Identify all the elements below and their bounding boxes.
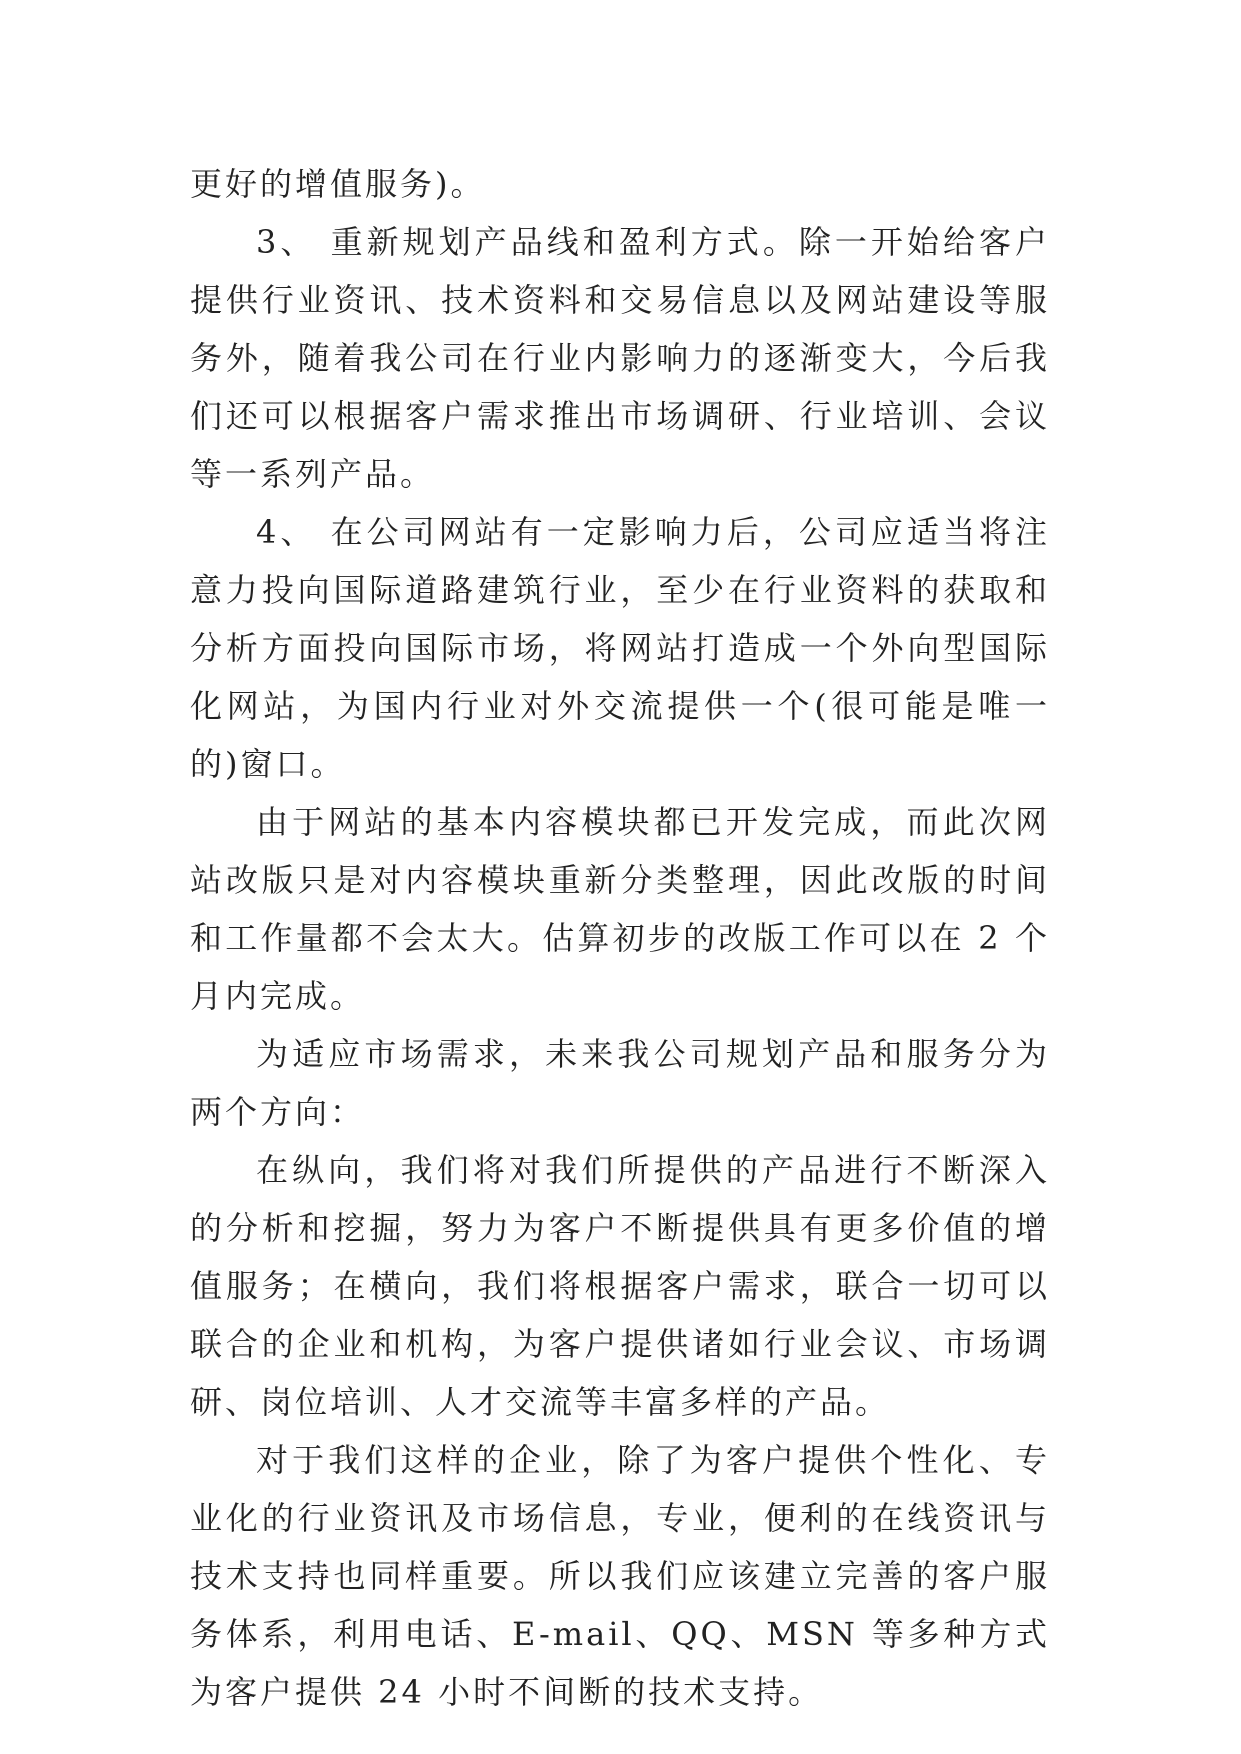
paragraph-customer-service: 对于我们这样的企业，除了为客户提供个性化、专业化的行业资讯及市场信息，专业，便利的在线资讯与技术支持也同样重要。所以我们应该建立完善的客户服务体系，利用电话、E-mail、QQ、MSN 等多种方式为客户提供 24 小时不间断的技术支持。 xyxy=(190,1441,1050,1711)
body-text xyxy=(190,155,1050,1721)
paragraph-vertical-horizontal: 在纵向，我们将对我们所提供的产品进行不断深入的分析和挖掘，努力为客户不断提供具有更多价值的增值服务；在横向，我们将根据客户需求，联合一切可以联合的企业和机构，为客户提供诸如行业会议、市场调研、岗位培训、人才交流等丰富多样的产品。 xyxy=(190,1151,1050,1421)
paragraph-item-3: 3、 重新规划产品线和盈利方式。除一开始给客户提供行业资讯、技术资料和交易信息以及网站建设等服务外，随着我公司在行业内影响力的逐渐变大，今后我们还可以根据客户需求推出市场调研、行业培训、会议等一系列产品。 xyxy=(190,223,1050,493)
paragraph-item-4: 4、 在公司网站有一定影响力后，公司应适当将注意力投向国际道路建筑行业，至少在行业资料的获取和分析方面投向国际市场，将网站打造成一个外向型国际化网站，为国内行业对外交流提供一个(很可能是唯一的)窗口。 xyxy=(190,513,1050,783)
paragraph-continuation: 更好的增值服务)。 xyxy=(190,165,486,203)
paragraph-directions-intro: 为适应市场需求，未来我公司规划产品和服务分为两个方向： xyxy=(190,1035,1050,1131)
paragraph-redesign-timeline: 由于网站的基本内容模块都已开发完成，而此次网站改版只是对内容模块重新分类整理，因此改版的时间和工作量都不会太大。估算初步的改版工作可以在 2 个月内完成。 xyxy=(190,803,1050,1015)
